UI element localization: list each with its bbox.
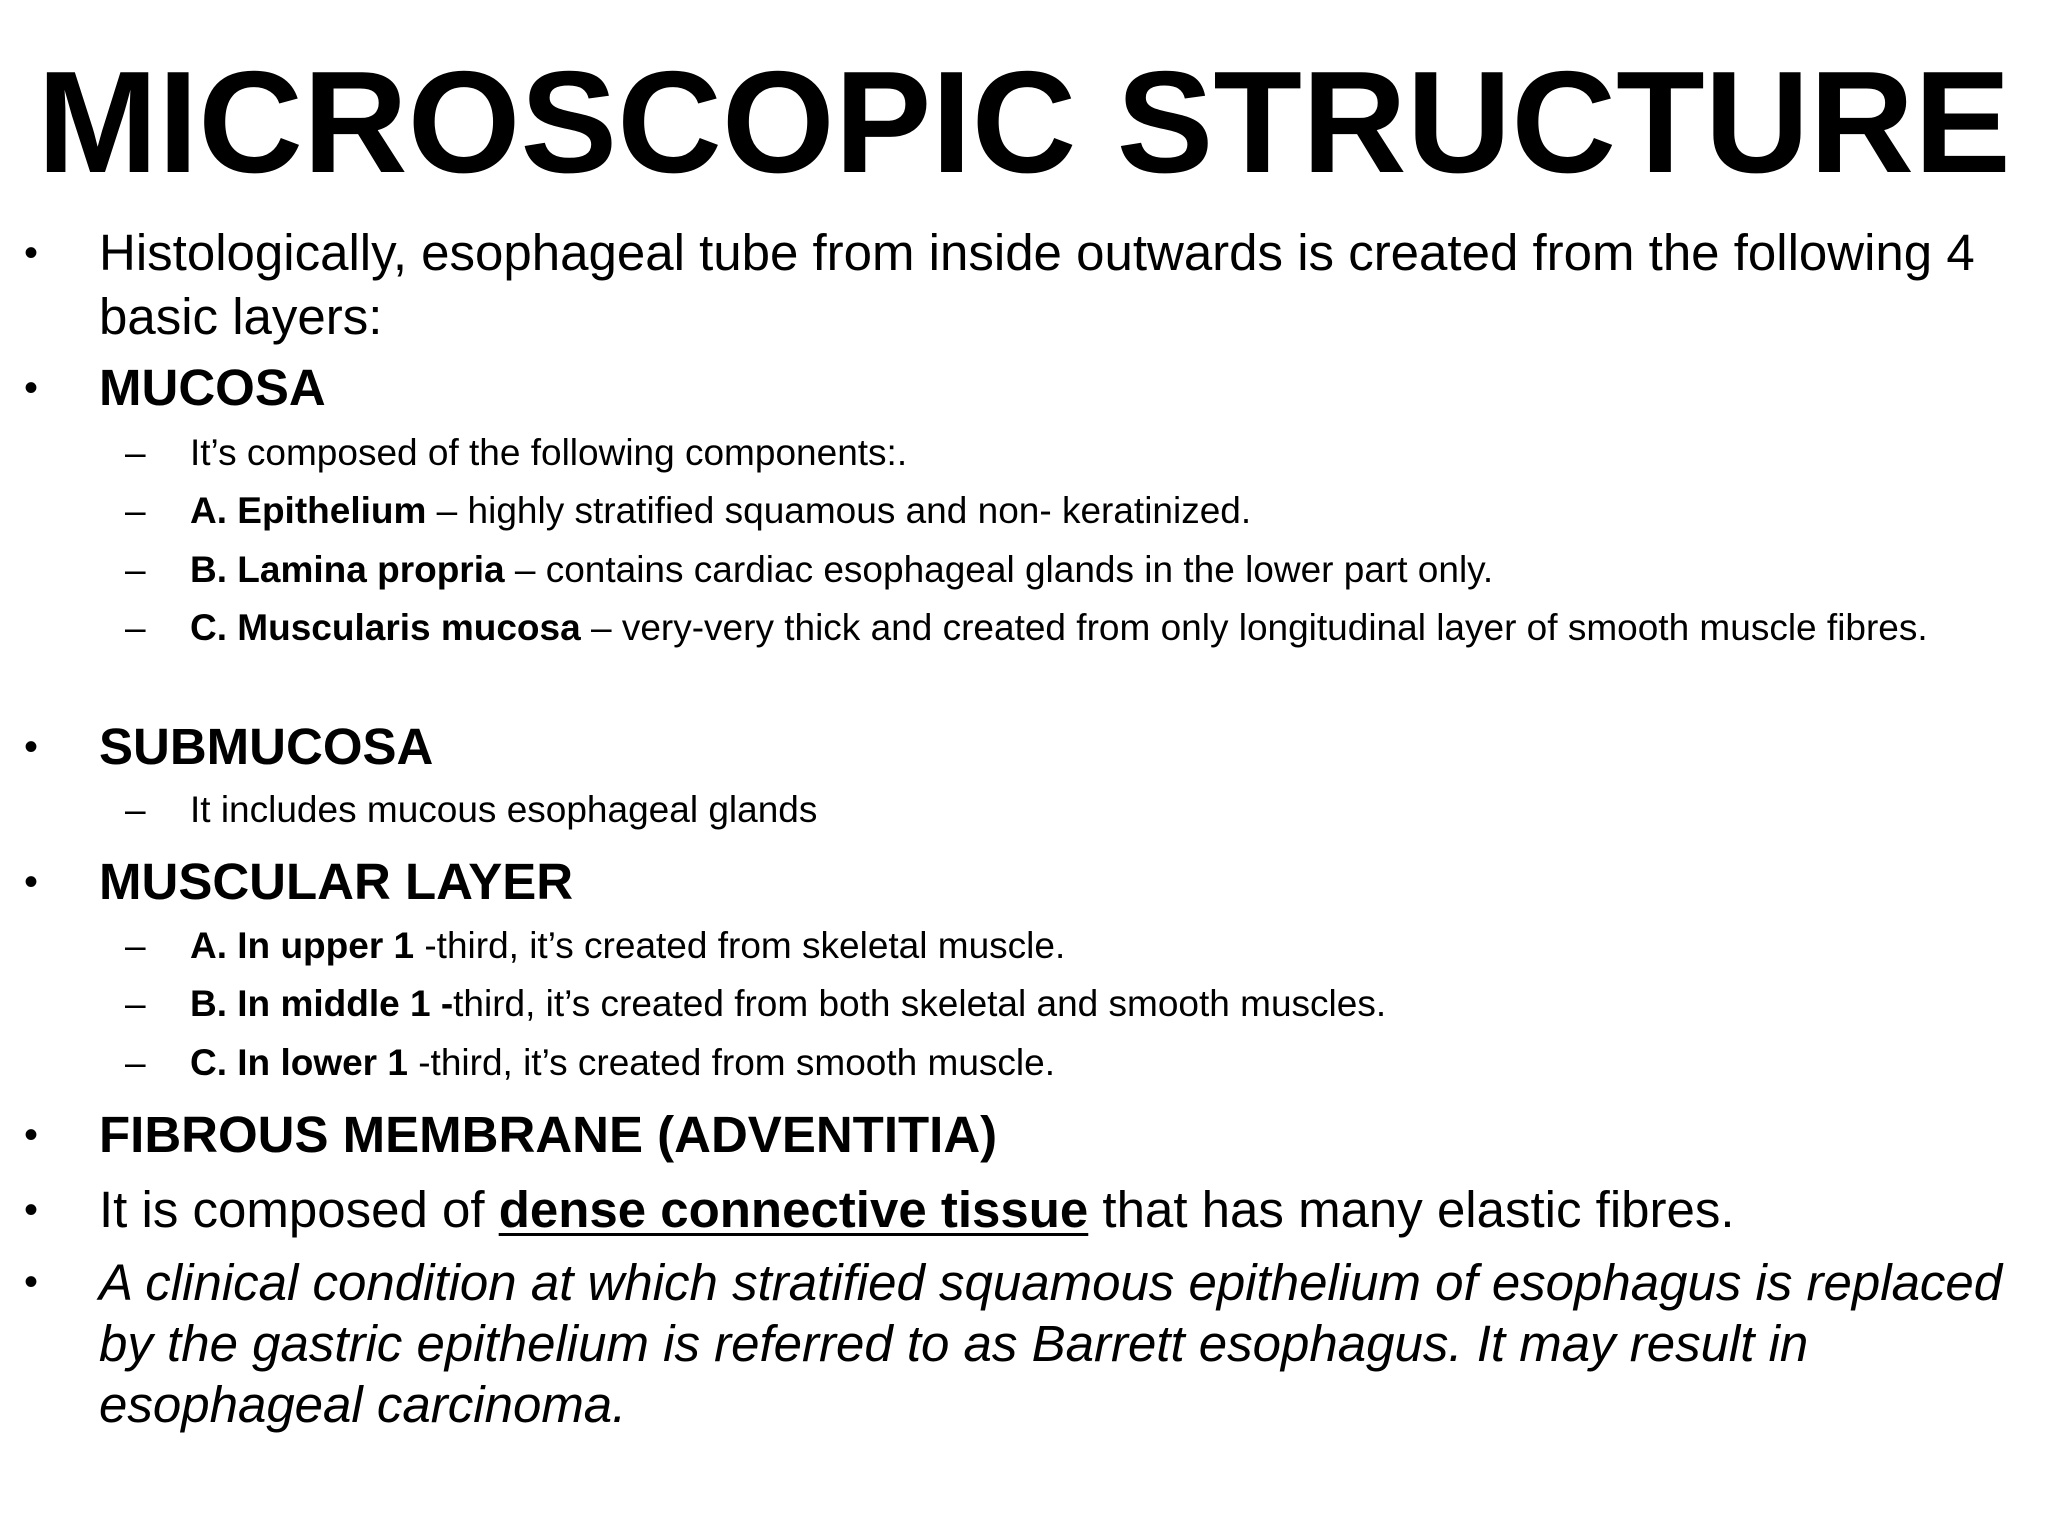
dash-marker: – bbox=[125, 925, 146, 966]
muscular-item-lead: A. In upper 1 bbox=[190, 925, 415, 966]
dash-marker: – bbox=[125, 983, 146, 1024]
bullet-marker: • bbox=[24, 1113, 39, 1157]
fibrous-heading: FIBROUS MEMBRANE (ADVENTITIA) bbox=[99, 1106, 998, 1163]
mucosa-item-text: – very-very thick and created from only longitudinal layer of smooth muscle fibres. bbox=[580, 607, 1928, 648]
bullet-marker: • bbox=[24, 1188, 39, 1232]
submucosa-item-0 bbox=[125, 786, 1990, 834]
mucosa-item-text: – highly stratified squamous and non- keratinized. bbox=[426, 490, 1252, 531]
intro-text: Histologically, esophageal tube from inside outwards is created from the following 4 basic layers: bbox=[99, 224, 1975, 345]
dash-marker: – bbox=[125, 1042, 146, 1083]
bullet-composition bbox=[24, 1178, 2029, 1242]
muscular-item-0 bbox=[125, 922, 1990, 970]
dash-marker: – bbox=[125, 432, 146, 473]
bullet-marker: • bbox=[24, 231, 39, 275]
dash-marker: – bbox=[125, 549, 146, 590]
mucosa-item-0 bbox=[125, 429, 1990, 477]
mucosa-heading: MUCOSA bbox=[99, 359, 326, 416]
slide-title: MICROSCOPIC STRUCTURE bbox=[37, 41, 2011, 203]
mucosa-item-lead: A. Epithelium bbox=[190, 490, 427, 531]
muscular-item-lead: B. In middle 1 - bbox=[190, 983, 454, 1024]
bullet-marker: • bbox=[24, 725, 39, 769]
dash-marker: – bbox=[125, 490, 146, 531]
composition-before: It is composed of bbox=[99, 1181, 499, 1238]
bullet-fibrous-membrane bbox=[24, 1103, 2029, 1167]
mucosa-item-text: – contains cardiac esophageal glands in the lower part only. bbox=[504, 549, 1494, 590]
bullet-muscular-layer bbox=[24, 850, 2029, 914]
bullet-marker: • bbox=[24, 1260, 39, 1304]
dash-marker: – bbox=[125, 789, 146, 830]
clinical-note-text: A clinical condition at which stratified squamous epithelium of esophagus is replaced by the gastric epithelium is referred to as Barrett esophagus. It may result in esophageal carcinoma. bbox=[99, 1254, 2003, 1433]
composition-emphasis: dense connective tissue bbox=[498, 1181, 1089, 1238]
muscular-item-text: -third, it’s created from skeletal muscle. bbox=[414, 925, 1066, 966]
mucosa-item-text: It’s composed of the following components:. bbox=[190, 432, 908, 473]
muscular-heading: MUSCULAR LAYER bbox=[99, 853, 574, 910]
bullet-mucosa bbox=[24, 356, 2029, 420]
bullet-marker: • bbox=[24, 366, 39, 410]
bullet-intro bbox=[24, 221, 2029, 349]
muscular-item-1 bbox=[125, 980, 1990, 1028]
mucosa-item-3 bbox=[125, 604, 1990, 652]
bullet-clinical-note bbox=[24, 1252, 2029, 1435]
submucosa-item-text: It includes mucous esophageal glands bbox=[190, 789, 818, 830]
bullet-submucosa bbox=[24, 715, 2029, 779]
muscular-item-lead: C. In lower 1 bbox=[190, 1042, 408, 1083]
mucosa-item-2 bbox=[125, 546, 1990, 594]
dash-marker: – bbox=[125, 607, 146, 648]
muscular-item-text: -third, it’s created from smooth muscle. bbox=[407, 1042, 1055, 1083]
muscular-item-2 bbox=[125, 1039, 1990, 1087]
composition-after: that has many elastic fibres. bbox=[1088, 1181, 1735, 1238]
submucosa-heading: SUBMUCOSA bbox=[99, 718, 434, 775]
mucosa-item-lead: C. Muscularis mucosa bbox=[190, 607, 581, 648]
muscular-item-text: third, it’s created from both skeletal and smooth muscles. bbox=[453, 983, 1387, 1024]
bullet-marker: • bbox=[24, 860, 39, 904]
mucosa-item-lead: B. Lamina propria bbox=[190, 549, 505, 590]
mucosa-item-1 bbox=[125, 487, 1990, 535]
